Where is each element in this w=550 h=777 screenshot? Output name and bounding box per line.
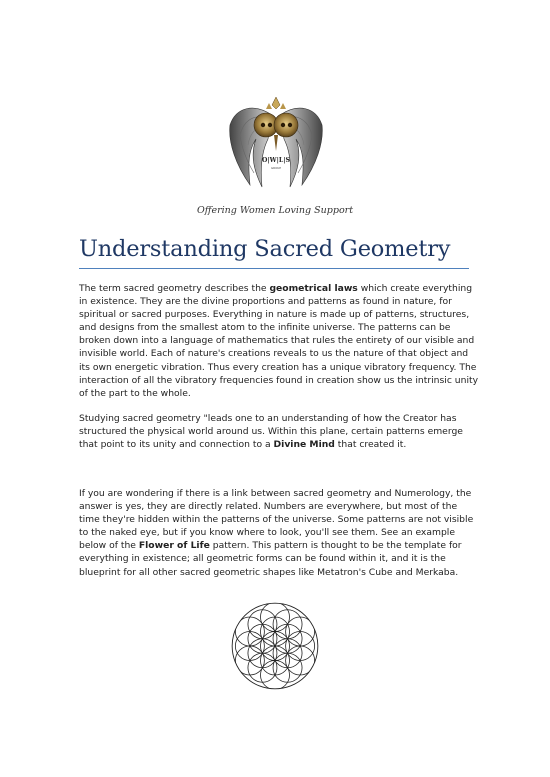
paragraph-text: The term sacred geometry describes the (79, 283, 270, 294)
logo-subtext: GROUP (270, 166, 282, 170)
paragraph-text: which create everything in existence. They are the divine proportions and patterns as found in nature, for spiritual or sacred purposes. Everything in nature is made up of patterns, structures, and designs from the smallest atom to the infinite universe. The patterns can be broken down into a language of mathematics that rules the entirety of our visible and invisible world. Each of nature's creations reveals to us the nature of that object and its own energetic vibration. Thus every creation has a unique vibratory frequency. The interaction of all the vibratory frequencies found in creation show us the intrinsic unity of the part to the whole. (79, 283, 479, 399)
winged-owl-logo-icon (226, 95, 326, 197)
logo-text: O|W|L|S (262, 157, 290, 164)
page-title: Understanding Sacred Geometry (79, 236, 451, 262)
paragraph-creator (79, 412, 479, 451)
bold-term: Flower of Life (138, 540, 210, 552)
paragraph-numerology (79, 487, 479, 579)
paragraph-intro (79, 282, 479, 400)
paragraph-text: If you are wondering if there is a link between sacred geometry and Numerology, the answer is yes, they are directly related. Numbers are everywhere, but most of the time they're hidden within the patterns of the universe. Some patterns are not visible to the naked eye, but if you know where to look, you'll see them. See an example below of the (79, 488, 474, 552)
flower-of-life-icon (230, 601, 320, 691)
paragraph-text: pattern. This pattern is thought to be the template for everything in existence; all geometric forms can be found within it, and it is the blueprint for all other sacred geometric shapes like Metatron's Cube and Merkaba. (79, 540, 462, 578)
paragraph-text: that created it. (334, 439, 407, 451)
title-underline (79, 268, 469, 269)
paragraph-text: Studying sacred geometry "leads one to an understanding of how the Creator has structured the physical world around us. Within this plane, certain patterns emerge that point to its unity and connection to a (79, 413, 463, 451)
tagline: Offering Women Loving Support (196, 205, 354, 216)
bold-term: geometrical laws (269, 283, 358, 294)
bold-term: Divine Mind (273, 439, 335, 451)
